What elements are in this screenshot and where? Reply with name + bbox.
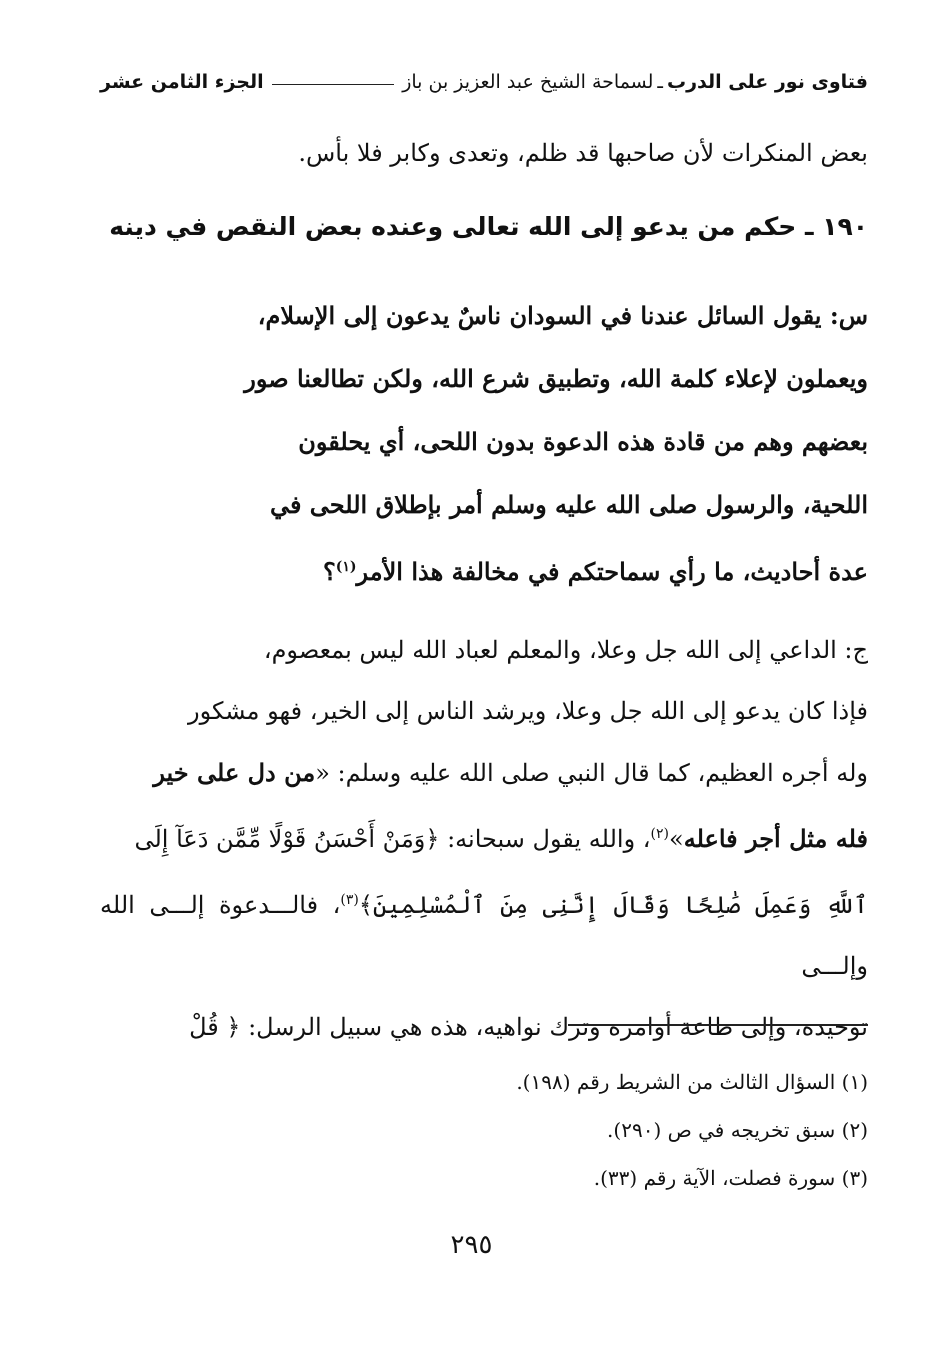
question-text: عدة أحاديث، ما رأي سماحتكم في مخالفة هذا الأمر (356, 557, 868, 586)
question-line: ويعملون لإعلاء كلمة الله، وتطبيق شرع الله، ولكن تطالعنا صور (244, 364, 868, 393)
page-number: ٢٩٥ (450, 1230, 493, 1260)
footnote-3: (٣) سورة فصلت، الآية رقم (٣٣). (593, 1166, 868, 1190)
quote-close: » (669, 825, 684, 853)
answer-text: ، والله يقول سبحانه: ﴿ (425, 825, 651, 853)
verse-close: ﴾ (358, 891, 373, 919)
answer-line (100, 804, 868, 870)
question-line: اللحية، والرسول صلى الله عليه وسلم أمر بإطلاق اللحى في (269, 490, 868, 519)
hadith-text: فله مثل أجر فاعله (683, 824, 868, 853)
footnote-divider (568, 1024, 868, 1026)
header-dash: ـ (657, 71, 663, 93)
footnote-ref-1: (١) (335, 559, 357, 575)
answer-text: وله أجره العظيم، كما قال النبي صلى الله عليه وسلم: « (315, 759, 868, 787)
footnote-ref-3: (٣) (340, 892, 359, 908)
answer-paragraph (100, 620, 868, 1058)
answer-line: توحيده، وإلى طاعة أوامره وترك نواهيه، هذه هي سبيل الرسل: ﴿ قُلْ (189, 1013, 868, 1041)
running-header (100, 62, 868, 102)
footnotes (100, 1058, 868, 1202)
intro-line: بعض المنكرات لأن صاحبها قد ظلم، وتعدى وكابر فلا بأس. (298, 139, 868, 167)
quran-verse: وَمَنْ أَحْسَنُ قَوْلًا مِّمَّن دَعَآ إِلَى (134, 825, 426, 853)
answer-text: ، فالـــدعوة إلـــى الله وإلـــى (100, 891, 868, 980)
header-rule (272, 84, 395, 85)
hadith-text: من دل على خير (153, 758, 316, 787)
volume-label: الجزء الثامن عشر (100, 71, 264, 93)
footnote-2: (٢) سبق تخريجه في ص (٢٩٠). (607, 1118, 868, 1142)
quran-verse: ٱللَّهِ وَعَمِلَ صَٰلِحًا وَقَالَ إِنَّنِى مِنَ ٱلْمُسْلِمِينَ (372, 891, 868, 919)
answer-line (100, 870, 868, 997)
author-name: لسماحة الشيخ عبد العزيز بن باز (402, 71, 654, 93)
answer-line: فإذا كان يدعو إلى الله جل وعلا، ويرشد الناس إلى الخير، فهو مشكور (188, 697, 868, 725)
book-title: فتاوى نور على الدرب (667, 71, 868, 93)
fatwa-title: ١٩٠ ـ حكم من يدعو إلى الله تعالى وعنده بعض النقص في دينه (109, 212, 868, 241)
question-mark: ؟ (322, 557, 336, 586)
footnote-1: (١) السؤال الثالث من الشريط رقم (١٩٨). (516, 1070, 868, 1094)
question-line: س: يقول السائل عندنا في السودان ناسٌ يدعون إلى الإسلام، (257, 301, 868, 330)
answer-line (100, 742, 868, 804)
question-line: بعضهم وهم من قادة هذه الدعوة بدون اللحى، أي يحلقون (298, 427, 868, 456)
footnote-ref-2: (٢) (650, 826, 670, 842)
answer-line: ج: الداعي إلى الله جل وعلا، والمعلم لعباد الله ليس بمعصوم، (263, 636, 868, 664)
question-paragraph (100, 284, 868, 603)
question-line-last (100, 536, 868, 603)
